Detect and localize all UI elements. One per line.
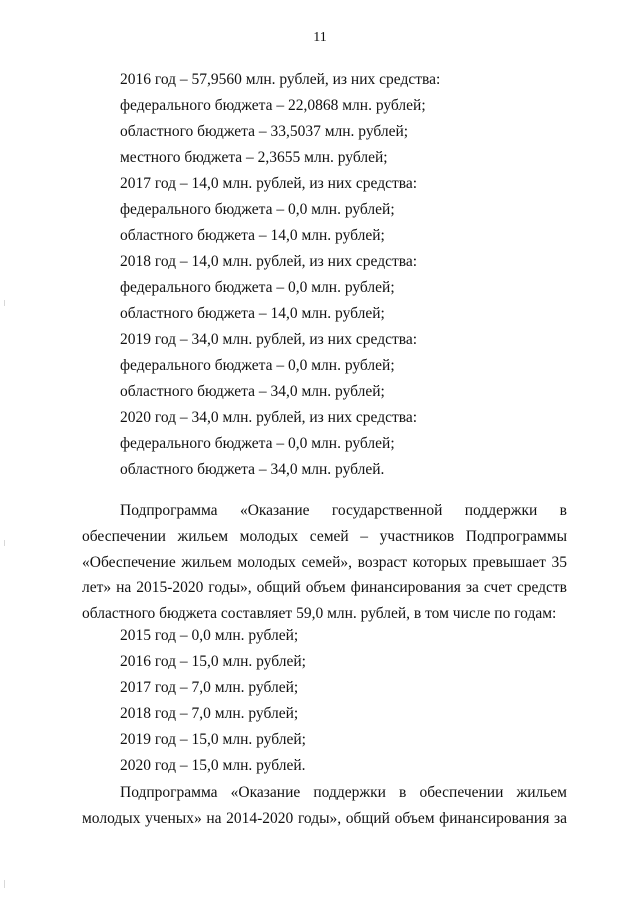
funding-line: 2018 год – 14,0 млн. рублей, из них средства: [120,253,418,270]
funding-line: областного бюджета – 33,5037 млн. рублей; [120,123,409,140]
scan-edge-mark [4,540,5,546]
funding-line: 2020 год – 34,0 млн. рублей, из них средства: [120,409,418,426]
funding-line: областного бюджета – 14,0 млн. рублей; [120,305,385,322]
funding-line: федерального бюджета – 0,0 млн. рублей; [120,357,395,374]
funding-line: 2019 год – 34,0 млн. рублей, из них средства: [120,331,418,348]
year-funding-line: 2018 год – 7,0 млн. рублей; [120,705,299,722]
paragraph-line: «Обеспечение жильем молодых семей», возраст которых превышает 35 [82,553,567,571]
subprogram-paragraph-young-families [82,498,567,627]
scan-edge-mark [4,300,5,306]
funding-line: федерального бюджета – 0,0 млн. рублей; [120,435,395,452]
funding-line: местного бюджета – 2,3655 млн. рублей; [120,149,388,166]
paragraph-line: молодых ученых» на 2014-2020 годы», общий объем финансирования за [82,809,567,827]
paragraph-line: лет» на 2015-2020 годы», общий объем финансирования за счет средств [82,579,567,597]
year-funding-line: 2020 год – 15,0 млн. рублей. [120,757,306,774]
year-funding-line: 2017 год – 7,0 млн. рублей; [120,679,299,696]
year-funding-line: 2015 год – 0,0 млн. рублей; [120,627,299,644]
subprogram-paragraph-young-scientists [82,780,567,832]
funding-line: федерального бюджета – 22,0868 млн. рублей; [120,97,426,114]
year-funding-line: 2019 год – 15,0 млн. рублей; [120,731,306,748]
funding-line: федерального бюджета – 0,0 млн. рублей; [120,201,395,218]
funding-line: федерального бюджета – 0,0 млн. рублей; [120,279,395,296]
page-number: 11 [313,30,327,45]
funding-line: 2017 год – 14,0 млн. рублей, из них средства: [120,175,418,192]
year-funding-line: 2016 год – 15,0 млн. рублей; [120,653,306,670]
funding-line: областного бюджета – 34,0 млн. рублей; [120,383,385,400]
paragraph-line: областного бюджета составляет 59,0 млн. рублей, в том числе по годам: [82,605,557,623]
funding-line: 2016 год – 57,9560 млн. рублей, из них средства: [120,71,441,88]
paragraph-line: Подпрограмма «Оказание государственной поддержки в [120,502,567,519]
funding-line: областного бюджета – 14,0 млн. рублей; [120,227,385,244]
scan-edge-mark [4,880,5,888]
paragraph-line: Подпрограмма «Оказание поддержки в обеспечении жильем [120,784,567,801]
paragraph-line: обеспечении жильем молодых семей – участников Подпрограммы [82,527,567,545]
funding-line: областного бюджета – 34,0 млн. рублей. [120,461,385,478]
